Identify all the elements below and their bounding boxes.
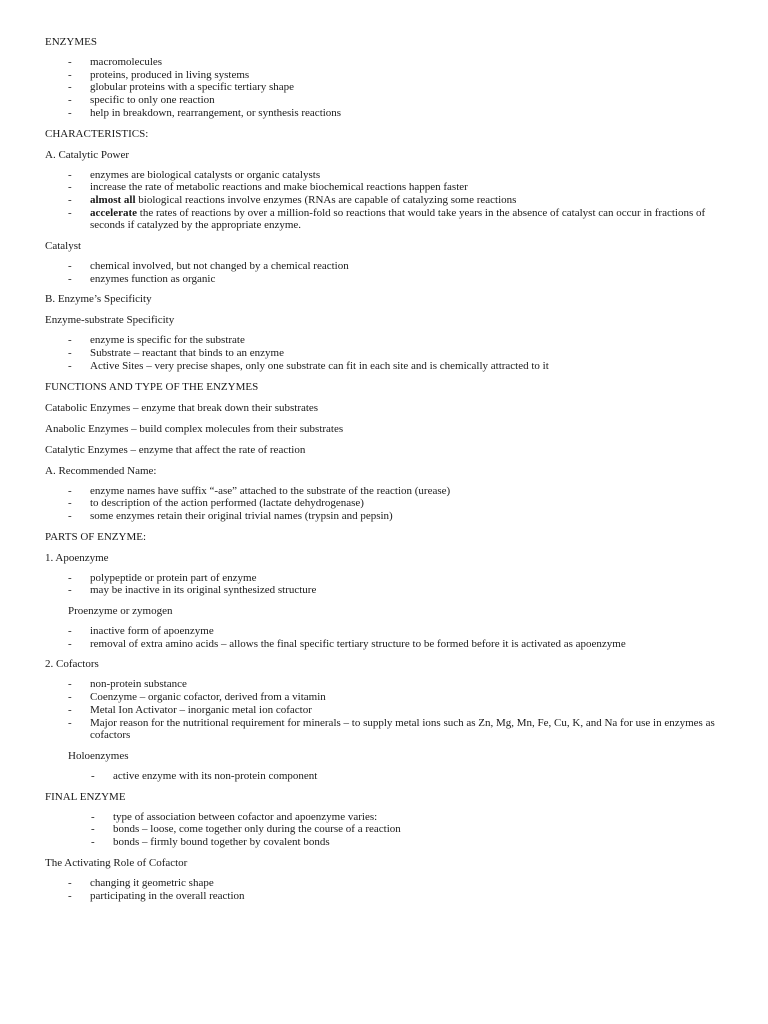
list-item	[45, 877, 735, 890]
list-item-text: the rates of reactions by over a million-fold so reactions that would take years in the absence of catalyst can occur in fractions of seconds if catalyzed by the appropriate enzyme.	[90, 206, 706, 232]
bullet-list	[45, 334, 735, 372]
list-item	[45, 360, 735, 373]
dash-bullet-icon: -	[68, 206, 72, 219]
list-item-text: macromolecules	[90, 56, 163, 68]
dash-bullet-icon: -	[68, 509, 72, 522]
list-item	[45, 691, 735, 704]
list-item-text: polypeptide or protein part of enzyme	[90, 571, 257, 584]
dash-bullet-icon: -	[68, 81, 72, 94]
dash-bullet-icon: -	[68, 571, 72, 584]
list-item	[45, 94, 735, 107]
section-heading: A. Catalytic Power	[45, 148, 130, 161]
list-item	[45, 890, 735, 903]
list-item	[45, 181, 735, 194]
list-item-text: active enzyme with its non-protein component	[113, 769, 318, 782]
dash-bullet-icon: -	[68, 56, 72, 68]
list-item-text: bonds – loose, come together only during the course of a reaction	[113, 823, 401, 836]
list-item-text: globular proteins with a specific tertiary shape	[90, 81, 295, 94]
list-item	[45, 81, 735, 94]
section-heading: Catalyst	[45, 240, 82, 253]
list-item	[45, 717, 735, 742]
section-heading: A. Recommended Name:	[45, 464, 157, 477]
list-item-text: some enzymes retain their original trivial names (trypsin and pepsin)	[90, 509, 393, 522]
list-item	[45, 169, 735, 182]
list-item	[45, 260, 735, 273]
list-item-text: enzymes are biological catalysts or organic catalysts	[90, 168, 321, 181]
list-item	[45, 347, 735, 360]
list-item	[68, 770, 735, 783]
list-item-text: specific to only one reaction	[90, 94, 215, 107]
list-item	[45, 194, 735, 207]
list-item-text: help in breakdown, rearrangement, or synthesis reactions	[90, 106, 342, 119]
section-heading: 2. Cofactors	[45, 658, 99, 671]
section-heading: ENZYMES	[45, 36, 97, 48]
dash-bullet-icon: -	[68, 347, 72, 360]
list-item-text: enzyme is specific for the substrate	[90, 334, 245, 347]
section-heading: CHARACTERISTICS:	[45, 127, 149, 140]
emphasis-text: accelerate	[90, 206, 138, 219]
section-heading: The Activating Role of Cofactor	[45, 856, 188, 869]
list-item-text: may be inactive in its original synthesized structure	[90, 584, 317, 597]
dash-bullet-icon: -	[68, 625, 72, 638]
dash-bullet-icon: -	[68, 637, 72, 650]
list-item-text: non-protein substance	[90, 678, 187, 691]
dash-bullet-icon: -	[68, 497, 72, 510]
list-item-text: Major reason for the nutritional requirement for minerals – to supply metal ions such as Zn, Mg, Mn, Fe, Cu, K, and Na for use in enzymes as cofactors	[90, 716, 715, 742]
section-heading: B. Enzyme’s Specificity	[45, 293, 152, 306]
bullet-list	[68, 811, 735, 849]
list-item	[45, 485, 735, 498]
list-item	[45, 497, 735, 510]
list-item	[68, 836, 735, 849]
list-item	[45, 572, 735, 585]
list-item	[45, 273, 735, 286]
bullet-list	[45, 485, 735, 523]
list-item	[45, 107, 735, 120]
list-item-text: bonds – firmly bound together by covalent bonds	[113, 836, 330, 849]
dash-bullet-icon: -	[68, 193, 72, 206]
dash-bullet-icon: -	[68, 334, 72, 347]
list-item	[45, 334, 735, 347]
bullet-list	[68, 770, 735, 783]
dash-bullet-icon: -	[68, 94, 72, 107]
bullet-list	[45, 625, 735, 650]
list-item	[45, 584, 735, 597]
bullet-list	[45, 678, 735, 742]
list-item-text: removal of extra amino acids – allows the final specific tertiary structure to be formed before it is activated as apoenzyme	[90, 637, 626, 650]
bullet-list	[45, 169, 735, 233]
section-heading: FUNCTIONS AND TYPE OF THE ENZYMES	[45, 380, 259, 393]
list-item-text: type of association between cofactor and apoenzyme varies:	[113, 810, 378, 823]
list-item-text: to description of the action performed (lactate dehydrogenase)	[90, 497, 364, 510]
dash-bullet-icon: -	[68, 484, 72, 497]
list-item-text: Substrate – reactant that binds to an enzyme	[90, 347, 284, 360]
document-body	[45, 35, 735, 909]
dash-bullet-icon: -	[68, 106, 72, 119]
dash-bullet-icon: -	[68, 678, 72, 691]
list-item	[45, 69, 735, 82]
dash-bullet-icon: -	[68, 584, 72, 597]
list-item-text: biological reactions involve enzymes (RNAs are capable of catalyzing some reactions	[135, 193, 517, 206]
emphasis-text: almost all	[90, 193, 136, 206]
list-item-text: changing it geometric shape	[90, 876, 214, 889]
list-item	[45, 704, 735, 717]
bullet-list	[45, 56, 735, 120]
bullet-list	[45, 877, 735, 902]
dash-bullet-icon: -	[68, 876, 72, 889]
list-item	[45, 638, 735, 651]
section-heading: FINAL ENZYME	[45, 790, 126, 803]
list-item	[68, 823, 735, 836]
dash-bullet-icon: -	[68, 359, 72, 372]
section-heading: Anabolic Enzymes – build complex molecules from their substrates	[45, 422, 344, 435]
list-item-text: Coenzyme – organic cofactor, derived from a vitamin	[90, 691, 326, 704]
dash-bullet-icon: -	[91, 810, 95, 823]
list-item-text: chemical involved, but not changed by a chemical reaction	[90, 260, 349, 273]
list-item-text: enzymes function as organic	[90, 272, 216, 285]
list-item	[45, 510, 735, 523]
dash-bullet-icon: -	[91, 836, 95, 849]
dash-bullet-icon: -	[68, 168, 72, 181]
list-item-text: proteins, produced in living systems	[90, 68, 250, 81]
section-heading: Enzyme-substrate Specificity	[45, 314, 175, 327]
list-item-text: increase the rate of metabolic reactions and make biochemical reactions happen faster	[90, 181, 468, 194]
list-item	[68, 811, 735, 824]
list-item-text: inactive form of apoenzyme	[90, 625, 214, 638]
list-item	[45, 678, 735, 691]
list-item	[45, 56, 735, 69]
list-item-text: participating in the overall reaction	[90, 889, 245, 902]
section-heading: Holoenzymes	[68, 749, 129, 762]
dash-bullet-icon: -	[68, 181, 72, 194]
dash-bullet-icon: -	[68, 716, 72, 729]
list-item	[45, 625, 735, 638]
dash-bullet-icon: -	[68, 703, 72, 716]
dash-bullet-icon: -	[68, 691, 72, 704]
dash-bullet-icon: -	[91, 823, 95, 836]
bullet-list	[45, 260, 735, 285]
dash-bullet-icon: -	[68, 889, 72, 902]
dash-bullet-icon: -	[68, 68, 72, 81]
section-heading: Catalytic Enzymes – enzyme that affect the rate of reaction	[45, 443, 306, 456]
list-item-text: enzyme names have suffix “-ase” attached to the substrate of the reaction (urease)	[90, 484, 451, 497]
section-heading: 1. Apoenzyme	[45, 551, 109, 564]
section-heading: Catabolic Enzymes – enzyme that break down their substrates	[45, 401, 319, 414]
section-heading: Proenzyme or zymogen	[68, 605, 173, 618]
list-item	[45, 207, 735, 232]
dash-bullet-icon: -	[68, 260, 72, 273]
section-heading: PARTS OF ENZYME:	[45, 530, 147, 543]
list-item-text: Active Sites – very precise shapes, only one substrate can fit in each site and is chemically attracted to it	[90, 359, 549, 372]
dash-bullet-icon: -	[91, 769, 95, 782]
list-item-text: Metal Ion Activator – inorganic metal ion cofactor	[90, 703, 312, 716]
bullet-list	[45, 572, 735, 597]
dash-bullet-icon: -	[68, 272, 72, 285]
